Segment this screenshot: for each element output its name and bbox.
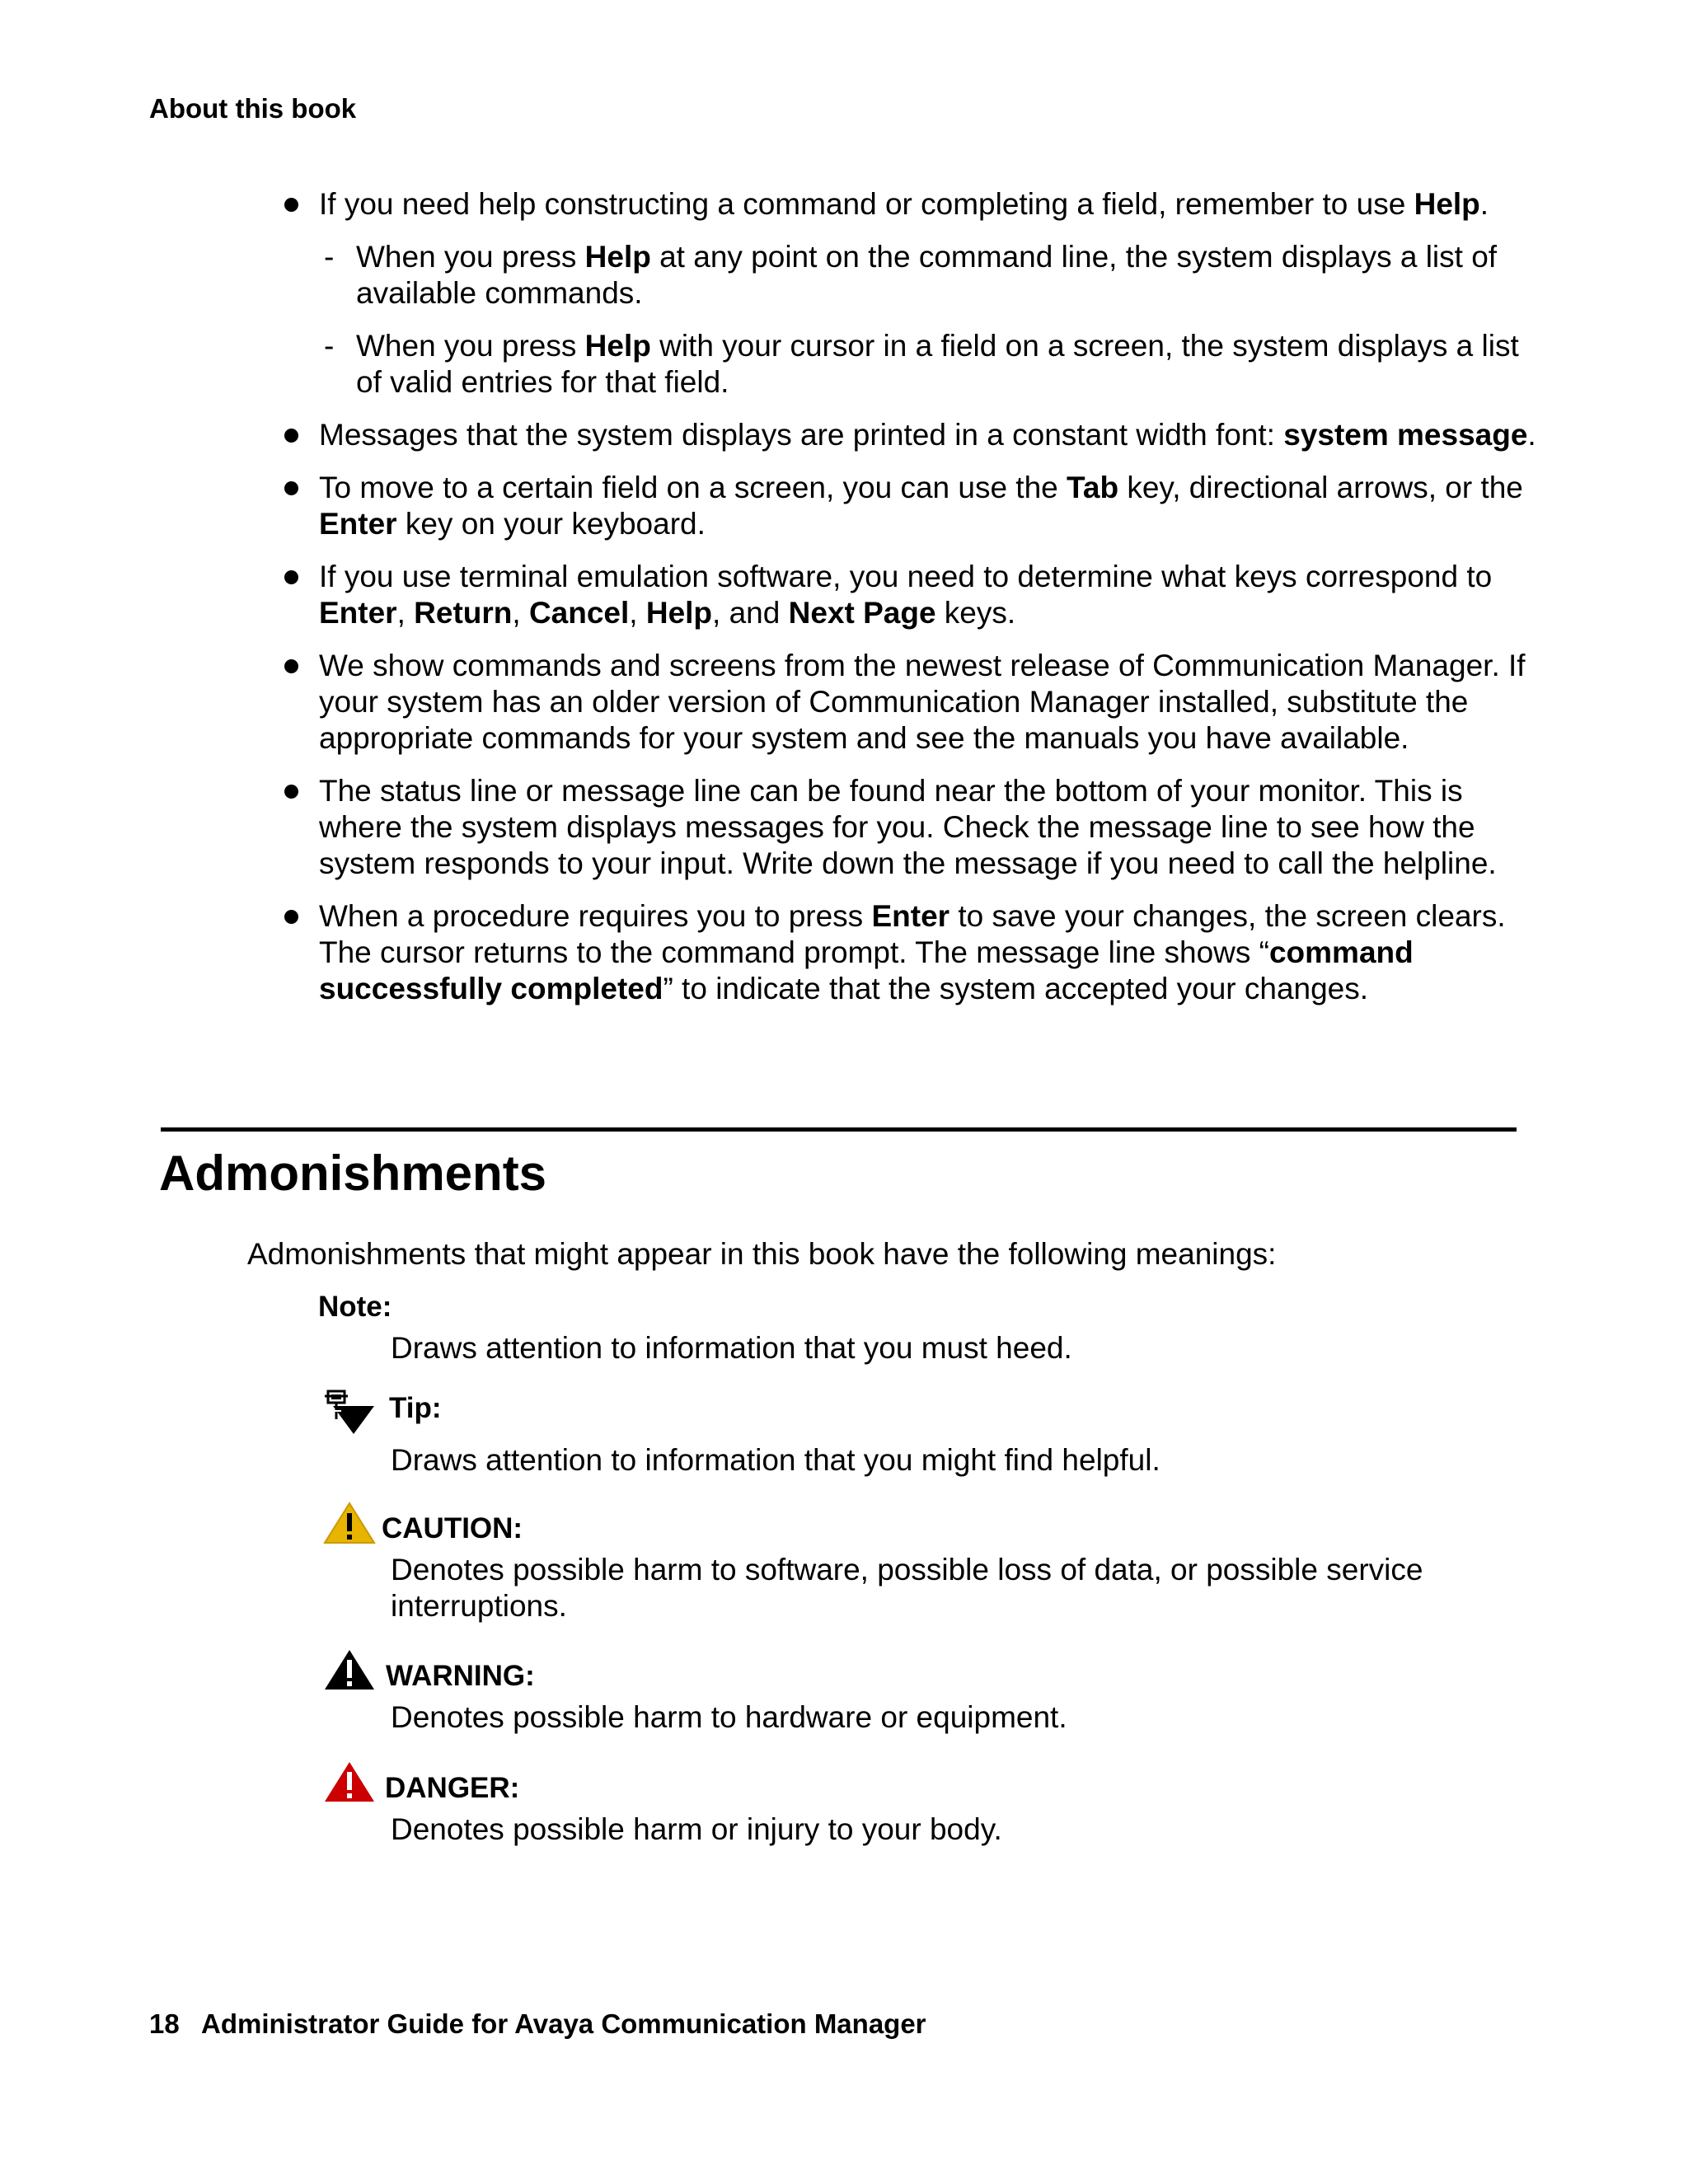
text-run: , <box>629 596 646 630</box>
conventions-bullet-list <box>284 186 1545 1024</box>
bold-term: Next Page <box>788 596 936 630</box>
dash-marker: - <box>324 329 335 363</box>
page-footer <box>149 2008 926 2041</box>
section-title: Admonishments <box>159 1146 547 1201</box>
bullet-item <box>284 559 1545 631</box>
bold-term: Help <box>645 596 713 630</box>
bold-term: command successfully completed <box>319 935 1414 1005</box>
bullet-item <box>284 417 1545 453</box>
section-intro: Admonishments that might appear in this book have the following meanings: <box>247 1237 1277 1271</box>
section-rule <box>161 1127 1517 1132</box>
text-run: at any point on the command line, the system displays a list of available commands. <box>356 240 1498 310</box>
bullet-dot-icon <box>284 198 298 212</box>
bold-term: Enter <box>319 596 397 630</box>
text-run: The status line or message line can be found near the bottom of your monitor. This is where the system displays messages for you. Check the message line to see how the system responds to your input. Write down the message if you need to call the helpline. <box>319 774 1497 880</box>
bullet-item <box>284 470 1545 542</box>
text-run: to save your changes, the screen clears. The cursor returns to the command prompt. The message line shows “ <box>319 899 1506 969</box>
bullet-dot-icon <box>284 659 298 673</box>
text-run: key on your keyboard. <box>396 507 706 541</box>
bold-term: Help <box>1414 187 1480 221</box>
bullet-item <box>284 186 1545 401</box>
text-run: If you use terminal emulation software, you need to determine what keys correspond to <box>319 560 1493 593</box>
text-run: We show commands and screens from the newest release of Communication Manager. If your system has an older version of Communication Manager installed, substitute the appropriate commands for your system and see the manuals you have available. <box>319 649 1526 755</box>
bold-term: Return <box>414 596 513 630</box>
text-run: with your cursor in a field on a screen, the system displays a list of valid entries for that field. <box>356 329 1519 399</box>
sub-bullet-list <box>319 239 1545 401</box>
bold-term: Cancel <box>528 596 630 630</box>
bold-term: Tab <box>1067 471 1119 504</box>
bold-term: Help <box>584 329 651 363</box>
text-run: When you press <box>356 329 585 363</box>
warning-text: Denotes possible harm to hardware or equipment. <box>391 1700 1067 1734</box>
bullet-dot-icon <box>284 481 298 495</box>
warning-label: WARNING: <box>386 1660 535 1692</box>
text-run: , <box>396 596 415 630</box>
caution-text: Denotes possible harm to software, possible loss of data, or possible service interruptions. <box>391 1553 1423 1623</box>
note-text: Draws attention to information that you must heed. <box>391 1331 1072 1365</box>
bold-term: Help <box>584 240 651 274</box>
sub-bullet-item <box>284 239 1545 312</box>
bullet-item <box>284 773 1545 882</box>
text-run: Messages that the system displays are printed in a constant width font: <box>319 418 1284 452</box>
caution-triangle-icon <box>323 1502 376 1544</box>
page-number: 18 <box>149 2008 180 2039</box>
bold-term: Enter <box>319 507 397 541</box>
tip-text: Draws attention to information that you might find helpful. <box>391 1443 1160 1477</box>
text-run: keys. <box>935 596 1016 630</box>
text-run: . <box>1479 187 1489 221</box>
dash-marker: - <box>324 240 335 274</box>
bold-term: system message <box>1283 418 1528 452</box>
book-title: Administrator Guide for Avaya Communication Manager <box>201 2008 926 2039</box>
text-run: , <box>512 596 529 630</box>
warning-triangle-icon <box>323 1648 376 1691</box>
sub-bullet-item <box>284 328 1545 401</box>
bullet-dot-icon <box>284 429 298 443</box>
danger-triangle-icon <box>323 1760 376 1803</box>
tip-label: Tip: <box>389 1392 442 1424</box>
text-run: When a procedure requires you to press <box>319 899 872 933</box>
caution-label: CAUTION: <box>382 1512 523 1544</box>
text-run: key, directional arrows, or the <box>1118 471 1523 504</box>
bold-term: Enter <box>871 899 950 933</box>
text-run: . <box>1527 418 1536 452</box>
bullet-dot-icon <box>284 910 298 924</box>
text-run: To move to a certain field on a screen, you can use the <box>319 471 1067 504</box>
tip-pushpin-icon <box>321 1388 376 1436</box>
text-run: When you press <box>356 240 585 274</box>
note-label: Note: <box>318 1291 392 1323</box>
bullet-dot-icon <box>284 570 298 584</box>
danger-text: Denotes possible harm or injury to your body. <box>391 1812 1002 1846</box>
text-run: , and <box>712 596 789 630</box>
bullet-dot-icon <box>284 785 298 799</box>
bullet-item <box>284 898 1545 1007</box>
danger-label: DANGER: <box>385 1772 520 1804</box>
text-run: If you need help constructing a command or completing a field, remember to use <box>319 187 1414 221</box>
bullet-item <box>284 648 1545 757</box>
text-run: ” to indicate that the system accepted your changes. <box>663 972 1369 1005</box>
running-header: About this book <box>149 93 357 124</box>
